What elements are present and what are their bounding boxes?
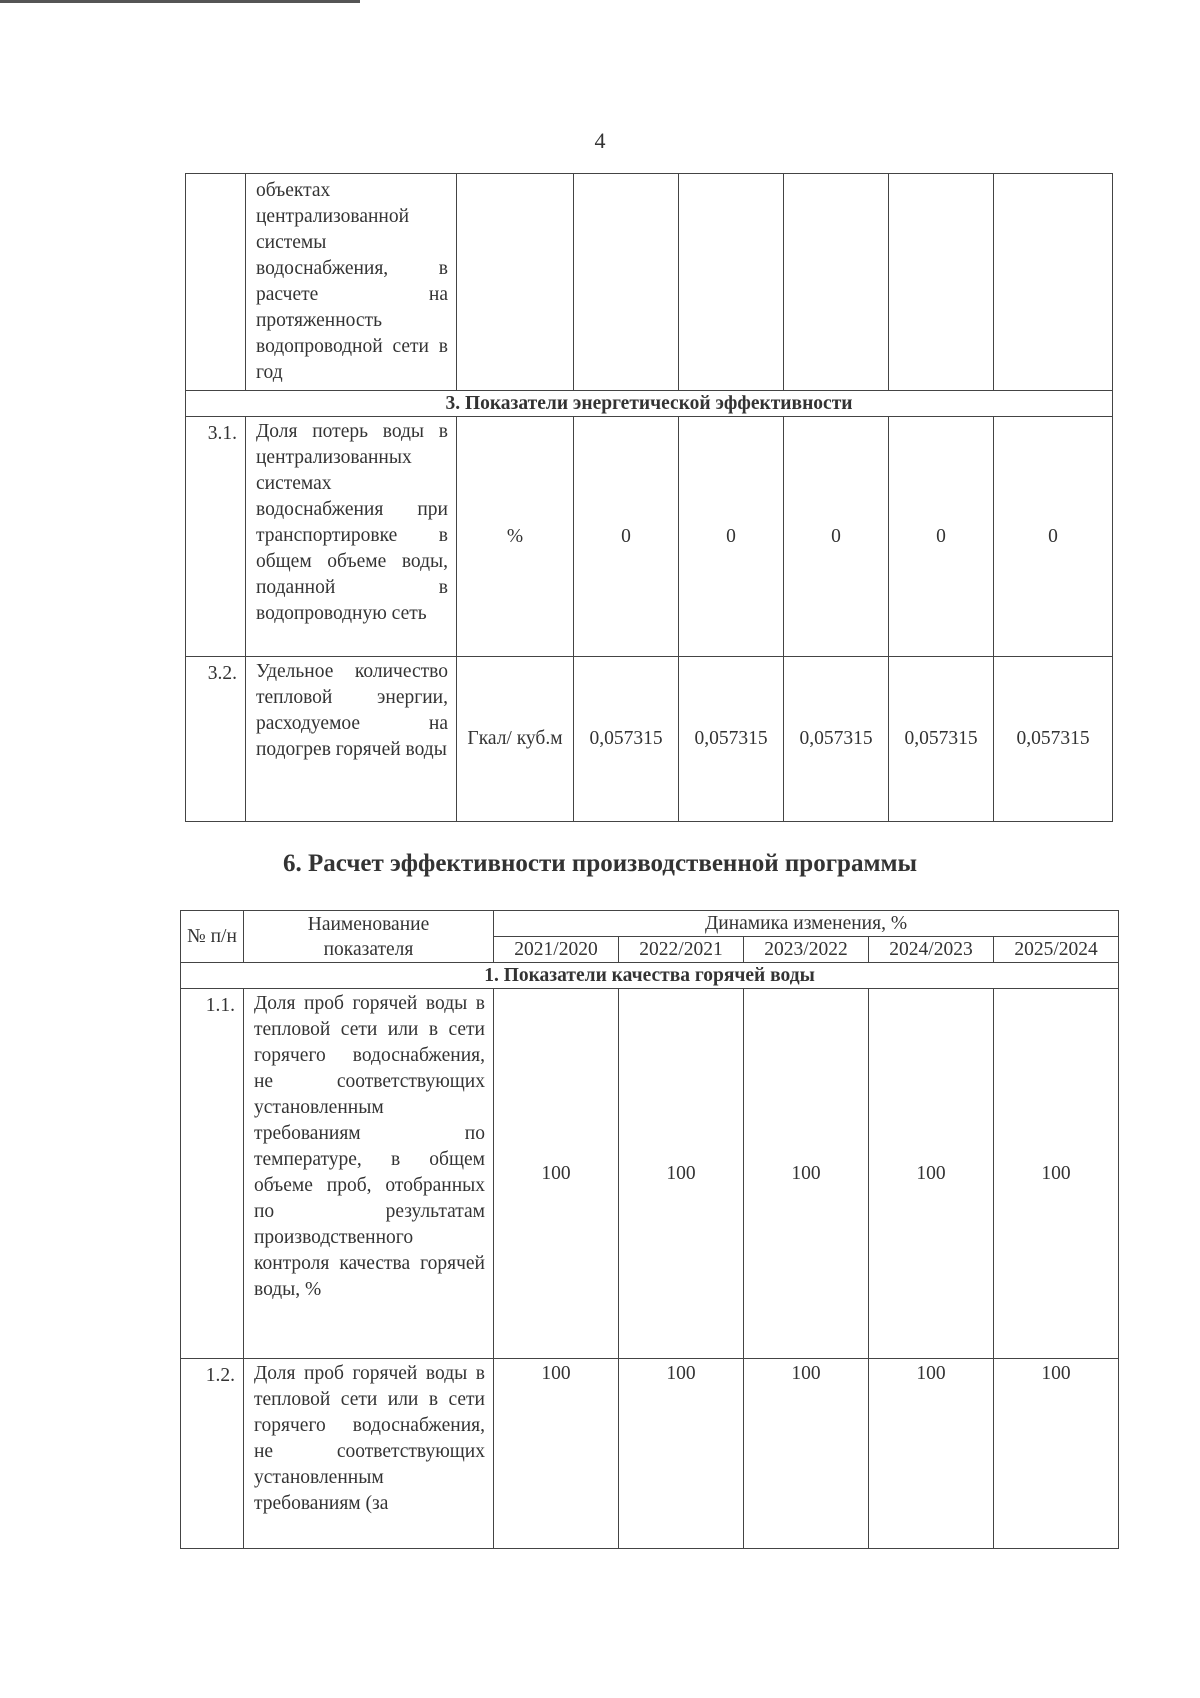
header-num: № п/н: [181, 911, 244, 963]
header-year: 2025/2024: [994, 937, 1119, 963]
cell-num: [186, 174, 246, 391]
section-heading-row: [186, 391, 1113, 417]
indicator-name: Удельное количество тепловой энергии, расходуемое на подогрев горячей воды: [246, 657, 457, 822]
value-cell: 0: [994, 417, 1113, 657]
value-cell: 0: [784, 417, 889, 657]
value-cell: 100: [869, 989, 994, 1359]
section-heading: 1. Показатели качества горячей воды: [181, 963, 1119, 989]
table-row: [181, 1359, 1119, 1549]
indicator-name: Доля проб горячей воды в тепловой сети или в сети горячего водоснабжения, не соответствующих установленным требованиям (за: [244, 1359, 494, 1549]
value-cell: 0,057315: [574, 657, 679, 822]
value-cell: 100: [619, 989, 744, 1359]
row-number: 1.1.: [181, 989, 244, 1359]
scan-edge-line: [0, 0, 360, 3]
section-heading: 3. Показатели энергетической эффективности: [186, 391, 1113, 417]
value-cell: 100: [994, 1359, 1119, 1549]
value-cell: 0,057315: [679, 657, 784, 822]
unit-cell: Гкал/ куб.м: [457, 657, 574, 822]
row-number: 3.1.: [186, 417, 246, 657]
row-number: 1.2.: [181, 1359, 244, 1549]
value-cell: 0,057315: [784, 657, 889, 822]
header-year: 2024/2023: [869, 937, 994, 963]
table-row: [181, 989, 1119, 1359]
value-cell: 100: [744, 1359, 869, 1549]
indicators-table: [185, 173, 1113, 822]
page-number: 4: [594, 128, 606, 153]
header-row: [181, 911, 1119, 937]
table-row: [186, 174, 1113, 391]
section-heading-row: [181, 963, 1119, 989]
value-cell: 100: [744, 989, 869, 1359]
efficiency-table: [180, 910, 1119, 1549]
section-title: 6. Расчет эффективности производственной программы: [282, 850, 918, 877]
header-year: 2021/2020: [494, 937, 619, 963]
value-cell: 0,057315: [889, 657, 994, 822]
value-cell: 0: [889, 417, 994, 657]
header-name: Наименование показателя: [244, 911, 494, 963]
indicator-name: объектах централизованной системы водоснабжения, в расчете на протяженность водопроводной сети в год: [246, 174, 457, 391]
value-cell: 100: [619, 1359, 744, 1549]
table-row: [186, 417, 1113, 657]
indicator-name: Доля потерь воды в централизованных системах водоснабжения при транспортировке в общем объеме воды, поданной в водопроводную сеть: [246, 417, 457, 657]
row-number: 3.2.: [186, 657, 246, 822]
table-row: [186, 657, 1113, 822]
unit-cell: %: [457, 417, 574, 657]
value-cell: 100: [994, 989, 1119, 1359]
indicator-name: Доля проб горячей воды в тепловой сети или в сети горячего водоснабжения, не соответствующих установленным требованиям по температуре, в общем объеме проб, отобранных по результатам производственного контроля качества горячей воды, %: [244, 989, 494, 1359]
value-cell: 100: [494, 1359, 619, 1549]
header-dynamics: Динамика изменения, %: [494, 911, 1119, 937]
value-cell: 0,057315: [994, 657, 1113, 822]
header-year: 2022/2021: [619, 937, 744, 963]
value-cell: 100: [869, 1359, 994, 1549]
value-cell: 0: [679, 417, 784, 657]
value-cell: 0: [574, 417, 679, 657]
header-year: 2023/2022: [744, 937, 869, 963]
value-cell: 100: [494, 989, 619, 1359]
